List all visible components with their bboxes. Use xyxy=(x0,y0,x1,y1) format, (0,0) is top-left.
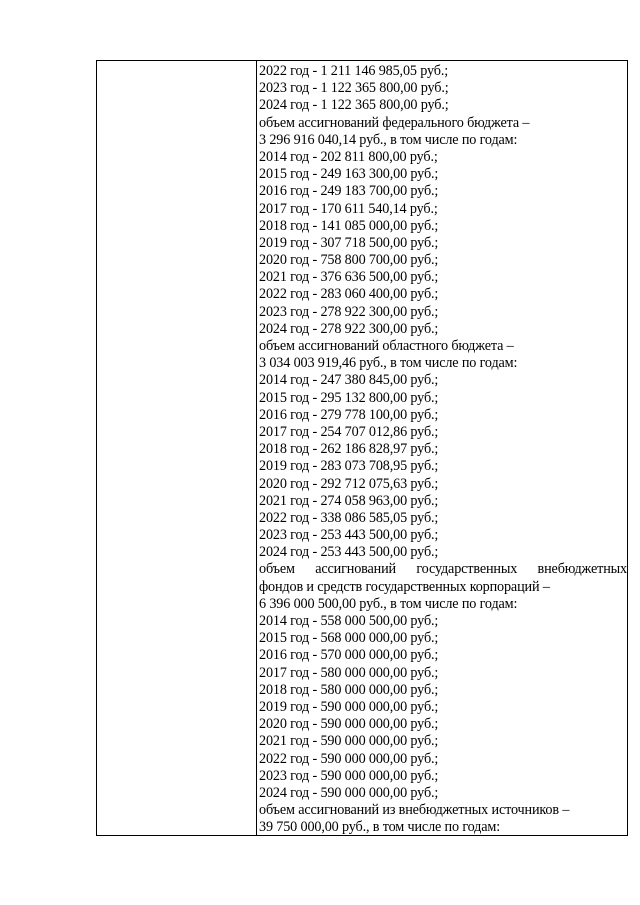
table-right-column xyxy=(257,63,627,836)
text-line: 2014 год - 558 000 500,00 руб.; xyxy=(259,613,439,629)
text-line: объем ассигнований из внебюджетных источников – xyxy=(259,802,570,819)
text-line: фондов и средств государственных корпораций – xyxy=(259,578,550,595)
text-line: 39 750 000,00 руб., в том числе по годам: xyxy=(259,819,501,836)
text-line: 2014 год - 247 380 845,00 руб.; xyxy=(259,372,439,389)
text-line: 2023 год - 1 122 365 800,00 руб.; xyxy=(259,80,449,97)
text-line: 2024 год - 278 922 300,00 руб.; xyxy=(259,320,439,337)
text-line: объем ассигнований областного бюджета – xyxy=(259,338,514,354)
text-line: 2023 год - 590 000 000,00 руб.; xyxy=(259,767,439,784)
text-line: 3 296 916 040,14 руб., в том числе по годам: xyxy=(259,131,518,148)
text-line: 2014 год - 202 811 800,00 руб.; xyxy=(259,148,438,165)
text-line: 2021 год - 274 058 963,00 руб.; xyxy=(259,492,439,509)
text-line: 6 396 000 500,00 руб., в том числе по годам: xyxy=(259,595,518,612)
text-line: 2018 год - 262 186 828,97 руб.; xyxy=(259,441,439,458)
text-line: 2020 год - 758 800 700,00 руб.; xyxy=(259,252,439,269)
text-line: 2022 год - 590 000 000,00 руб.; xyxy=(259,750,439,767)
text-line: 2019 год - 307 718 500,00 руб.; xyxy=(259,234,439,251)
table-left-column xyxy=(97,61,257,835)
text-line: 2015 год - 249 163 300,00 руб.; xyxy=(259,166,439,183)
text-line: 2017 год - 254 707 012,86 руб.; xyxy=(259,423,439,440)
funding-table xyxy=(96,60,628,836)
text-line: 2019 год - 283 073 708,95 руб.; xyxy=(259,458,439,475)
text-line: 2021 год - 376 636 500,00 руб.; xyxy=(259,269,439,286)
text-line: 2024 год - 1 122 365 800,00 руб.; xyxy=(259,97,449,114)
text-line: 2023 год - 253 443 500,00 руб.; xyxy=(259,527,439,544)
text-line: 2023 год - 278 922 300,00 руб.; xyxy=(259,303,439,320)
text-line: объем ассигнований государственных внебюджетных xyxy=(259,561,627,578)
text-line: объем ассигнований федерального бюджета – xyxy=(259,114,530,131)
text-line: 2016 год - 570 000 000,00 руб.; xyxy=(259,647,439,664)
text-line: 2018 год - 580 000 000,00 руб.; xyxy=(259,681,439,698)
text-line: 2015 год - 295 132 800,00 руб.; xyxy=(259,389,439,406)
text-line: 2024 год - 253 443 500,00 руб.; xyxy=(259,544,439,561)
text-line: 2017 год - 170 611 540,14 руб.; xyxy=(259,200,438,217)
text-line: 2021 год - 590 000 000,00 руб.; xyxy=(259,733,439,750)
text-line: 2018 год - 141 085 000,00 руб.; xyxy=(259,217,439,234)
text-line: 2024 год - 590 000 000,00 руб.; xyxy=(259,784,439,801)
text-line: 2016 год - 249 183 700,00 руб.; xyxy=(259,183,439,200)
text-line: 2020 год - 590 000 000,00 руб.; xyxy=(259,716,439,733)
text-line: 2016 год - 279 778 100,00 руб.; xyxy=(259,406,439,423)
text-line: 2019 год - 590 000 000,00 руб.; xyxy=(259,698,439,715)
text-line: 2017 год - 580 000 000,00 руб.; xyxy=(259,664,439,681)
text-line: 3 034 003 919,46 руб., в том числе по годам: xyxy=(259,355,518,372)
text-line: 2022 год - 338 086 585,05 руб.; xyxy=(259,509,439,526)
text-line: 2022 год - 1 211 146 985,05 руб.; xyxy=(259,63,449,79)
text-line: 2022 год - 283 060 400,00 руб.; xyxy=(259,286,439,303)
text-line: 2015 год - 568 000 000,00 руб.; xyxy=(259,630,439,647)
text-line: 2020 год - 292 712 075,63 руб.; xyxy=(259,475,439,492)
